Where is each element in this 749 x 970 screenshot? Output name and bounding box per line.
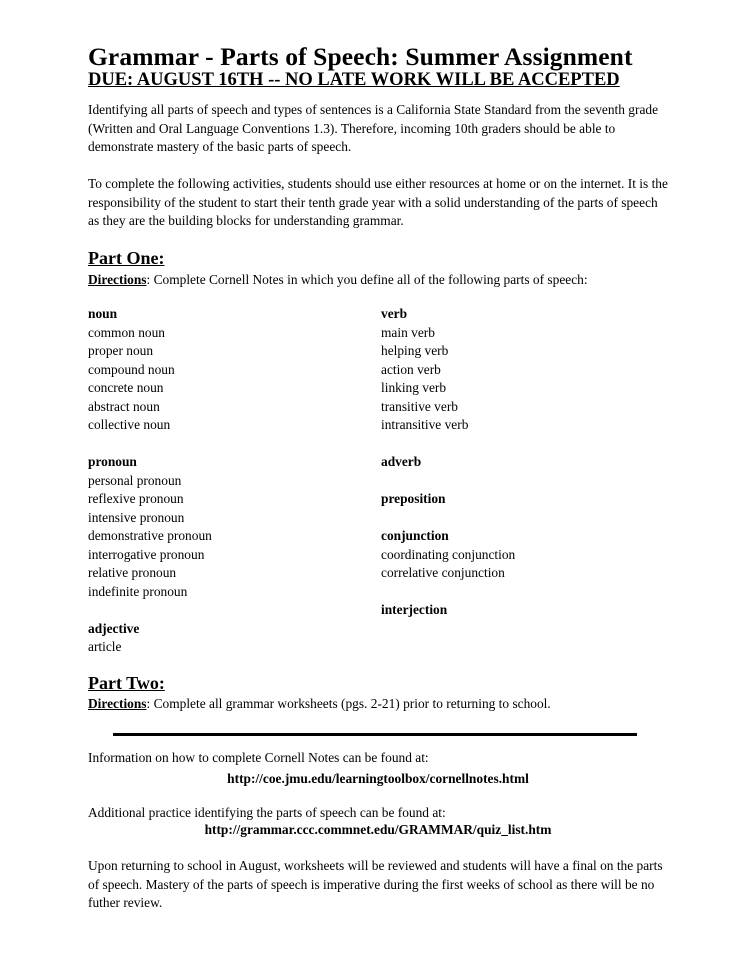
part-of-speech-item: article [88, 639, 122, 654]
directions-label: Directions [88, 272, 147, 287]
part-of-speech-heading: verb [381, 306, 408, 321]
due-date-notice: DUE: AUGUST 16TH -- NO LATE WORK WILL BE ACCEPTED [88, 70, 620, 90]
part-of-speech-item: transitive verb [381, 398, 458, 414]
intro-paragraph-2: To complete the following activities, students should use either resources at home or on the internet. It is the responsibility of the student to start their tenth grade year with a solid understanding of the parts of speech as they are the building blocks for understanding grammar. [88, 176, 668, 228]
part-of-speech-item: compound noun [88, 361, 175, 377]
part-of-speech-item: concrete noun [88, 380, 164, 395]
part-two-directions [88, 696, 551, 712]
parts-of-speech-right-column [381, 305, 515, 638]
part-of-speech-item: demonstrative pronoun [88, 528, 212, 543]
document-title: Grammar - Parts of Speech: Summer Assignment [88, 42, 633, 71]
part-one-heading: Part One: [88, 248, 165, 268]
part-of-speech-group [88, 305, 212, 435]
intro-paragraph-1: Identifying all parts of speech and types of sentences is a California State Standard from the seventh grade (Written and Oral Language Conventions 1.3). Therefore, incoming 10th graders should be able to demonstrate mastery of the basic parts of speech. [88, 102, 659, 154]
parts-of-speech-left-column [88, 305, 212, 675]
part-of-speech-group [381, 490, 515, 509]
part-of-speech-item: coordinating conjunction [381, 546, 516, 562]
part-of-speech-item: interrogative pronoun [88, 546, 205, 562]
closing-paragraph: Upon returning to school in August, worksheets will be reviewed and students will have a final on the parts of speech. Mastery of the parts of speech is imperative during the first weeks of school as there will be no futher review. [88, 858, 663, 910]
directions-label: Directions [88, 696, 147, 711]
part-of-speech-heading: noun [88, 306, 118, 321]
part-of-speech-item: personal pronoun [88, 472, 182, 488]
practice-intro: Additional practice identifying the parts of speech can be found at: [88, 805, 446, 820]
part-of-speech-heading: preposition [381, 491, 446, 506]
cornell-notes-url: http://coe.jmu.edu/learningtoolbox/cornellnotes.html [227, 771, 529, 786]
part-of-speech-group [381, 527, 515, 583]
part-of-speech-item: indefinite pronoun [88, 583, 188, 599]
part-of-speech-group [381, 453, 515, 472]
part-of-speech-item: action verb [381, 361, 441, 377]
part-of-speech-item: main verb [381, 324, 435, 340]
part-of-speech-heading: adjective [88, 620, 140, 636]
part-of-speech-group [88, 453, 212, 601]
part-of-speech-group [88, 620, 212, 657]
part-of-speech-item: common noun [88, 324, 165, 340]
part-of-speech-item: helping verb [381, 343, 449, 358]
part-two-heading: Part Two: [88, 673, 165, 693]
cornell-notes-intro: Information on how to complete Cornell Notes can be found at: [88, 750, 429, 765]
horizontal-divider [113, 733, 637, 736]
part-of-speech-group [381, 601, 515, 620]
part-of-speech-heading: pronoun [88, 454, 137, 469]
part-of-speech-item: intransitive verb [381, 417, 469, 432]
directions-text: : Complete all grammar worksheets (pgs. 2-21) prior to returning to school. [146, 696, 551, 711]
part-of-speech-item: collective noun [88, 417, 171, 432]
part-of-speech-item: linking verb [381, 380, 447, 395]
part-of-speech-item: correlative conjunction [381, 565, 505, 580]
part-of-speech-item: abstract noun [88, 398, 160, 414]
part-of-speech-group [381, 305, 515, 435]
part-of-speech-item: proper noun [88, 343, 154, 358]
part-of-speech-heading: conjunction [381, 528, 449, 543]
practice-url: http://grammar.ccc.commnet.edu/GRAMMAR/quiz_list.htm [204, 822, 552, 837]
part-of-speech-heading: interjection [381, 602, 448, 617]
part-of-speech-heading: adverb [381, 454, 422, 469]
part-of-speech-item: relative pronoun [88, 565, 177, 580]
part-of-speech-item: reflexive pronoun [88, 491, 184, 506]
directions-text: : Complete Cornell Notes in which you define all of the following parts of speech: [146, 272, 588, 287]
part-of-speech-item: intensive pronoun [88, 509, 185, 525]
part-one-directions [88, 272, 588, 288]
